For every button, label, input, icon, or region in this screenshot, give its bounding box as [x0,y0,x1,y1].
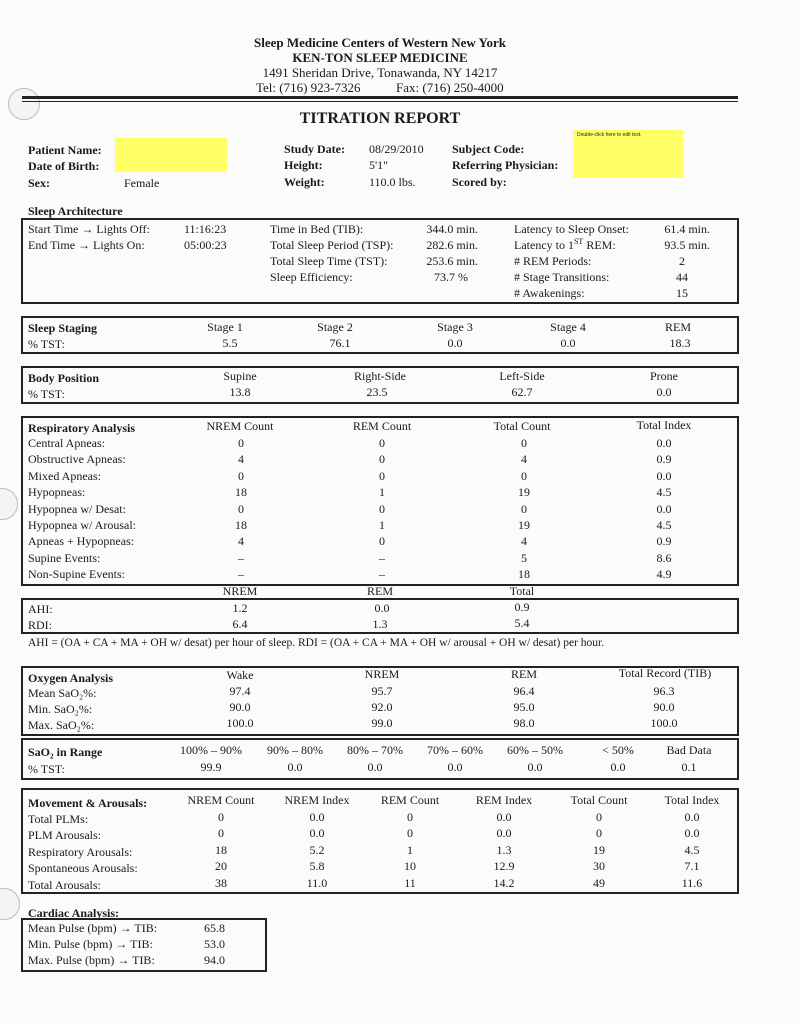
latency-onset-label: Latency to Sleep Onset: [514,222,629,236]
latency-rem-label: Latency to 1ST REM: [514,237,616,252]
movement-row-label: Total PLMs: [28,812,89,826]
sex-value: Female [124,176,160,190]
sao2-range-header: 90% – 80% [267,743,323,757]
clinic-fax: Fax: (716) 250-4000 [396,80,504,95]
movement-cell: 0 [596,810,602,824]
resp-rem-count-header: REM Count [352,419,412,433]
movement-cell: 20 [215,859,227,874]
rem-periods-value: 2 [679,254,685,268]
resp-cell: 18 [235,518,247,532]
oxygen-cell: 92.0 [371,700,393,714]
resp-cell: 18 [235,485,247,500]
cardiac-row-value: 65.8 [204,921,225,935]
weight-label: Weight: [284,175,325,189]
referring-physician-label: Referring Physician: [452,158,559,172]
resp-cell: – [238,550,244,565]
movement-row-label: Spontaneous Arousals: [28,861,138,876]
resp-row-label: Hypopnea w/ Arousal: [28,518,136,532]
resp-cell: 0 [379,501,385,516]
supine-header: Supine [223,369,257,383]
sao2-range-header: 60% – 50% [507,743,563,757]
resp-cell: 0 [379,436,385,450]
resp-cell: – [238,567,244,582]
movement-cell: 0.0 [684,826,700,841]
start-value: 11:16:23 [184,222,227,236]
movement-cell: 0 [218,810,224,824]
resp-cell: 19 [518,485,530,500]
resp-cell: – [379,550,385,565]
oxygen-total-header: Total Record (TIB) [618,666,712,680]
study-date-value: 08/29/2010 [369,142,424,156]
tst-value: 253.6 min. [426,254,478,268]
resp-cell: 0.9 [656,534,672,549]
clinic-tel: Tel: (716) 923-7326 [256,80,361,95]
rdi-nrem: 6.4 [232,617,248,631]
movement-title: Movement & Arousals: [28,796,148,810]
oxygen-cell: 96.4 [513,684,535,698]
resp-cell: 0.0 [656,501,672,516]
transitions-value: 44 [676,270,688,284]
prone-header: Prone [650,369,678,383]
body-position-row-label: % TST: [28,387,65,401]
weight-value: 110.0 lbs. [369,175,416,189]
movement-cell: 11.0 [306,875,328,890]
left-side-header: Left-Side [499,369,545,383]
ahi-total: 0.9 [514,600,530,614]
oxygen-cell: 90.0 [229,700,251,714]
sao2-range-value: 0.0 [447,760,463,774]
transitions-label: # Stage Transitions: [514,270,610,284]
resp-total-index-header: Total Index [636,418,692,432]
stage4-header: Stage 4 [550,320,586,334]
resp-cell: – [379,567,385,582]
cardiac-row-label: Max. Pulse (bpm) → TIB: [28,953,155,967]
movement-cell: 0 [218,826,224,841]
rdi-label: RDI: [28,618,52,632]
sao2-range-header: 100% – 90% [180,743,242,757]
height-label: Height: [284,158,323,172]
movement-cell: 0 [407,826,413,841]
oxygen-cell: 97.4 [229,684,251,698]
oxygen-cell: 100.0 [226,716,254,730]
efficiency-label: Sleep Efficiency: [270,270,353,284]
ahi-rem-header: REM [366,584,393,598]
stage1-header: Stage 1 [207,320,243,334]
oxygen-cell: 99.0 [371,716,393,730]
scored-by-label: Scored by: [452,175,507,189]
movement-header: NREM Count [187,793,255,807]
ahi-total-header: Total [509,584,535,598]
resp-row-label: Mixed Apneas: [28,468,101,483]
right-side-header: Right-Side [353,369,406,383]
height-value: 5'1" [369,158,389,172]
resp-cell: 0 [379,468,385,483]
movement-cell: 30 [593,859,605,874]
sao2-title: SaO₂ in Range [28,745,103,759]
movement-row-label: Total Arousals: [28,877,101,892]
sao2-range-value: 0.0 [287,760,303,774]
resp-cell: 4 [238,534,244,549]
clinic-subname: KEN-TON SLEEP MEDICINE [292,50,468,65]
resp-cell: 1 [379,485,385,500]
movement-cell: 5.8 [309,859,325,874]
resp-row-label: Hypopnea w/ Desat: [28,501,126,516]
sleep-staging-row-label: % TST: [28,337,65,351]
cardiac-row-label: Min. Pulse (bpm) → TIB: [28,937,153,951]
movement-cell: 0.0 [309,826,325,841]
resp-cell: 0.0 [656,436,672,450]
resp-cell: 5 [521,550,527,565]
resp-cell: 0 [521,436,527,450]
movement-cell: 0.0 [496,826,512,841]
sao2-range-value: 0.1 [681,760,697,774]
rdi-total: 5.4 [514,616,530,630]
resp-row-label: Hypopneas: [28,485,86,500]
movement-cell: 0.0 [496,810,512,824]
supine-value: 13.8 [229,385,251,399]
movement-cell: 18 [215,842,227,857]
binder-hole-top [8,88,40,120]
resp-cell: 4 [238,452,244,467]
right-side-value: 23.5 [366,385,388,399]
sao2-row-label: % TST: [28,762,65,776]
sao2-range-header: Bad Data [666,743,712,757]
oxygen-rem-header: REM [510,667,537,681]
end-label: End Time → Lights On: [28,238,145,252]
resp-cell: 19 [518,518,530,532]
oxygen-cell: 96.3 [653,684,675,698]
stage3-header: Stage 3 [437,320,473,334]
stage3-value: 0.0 [447,336,463,350]
movement-cell: 0 [407,810,413,824]
movement-header: Total Count [570,793,628,807]
start-label: Start Time → Lights Off: [28,222,150,236]
oxygen-cell: 98.0 [513,716,535,730]
movement-cell: 11.6 [681,875,703,890]
rem-periods-label: # REM Periods: [514,254,592,268]
sao2-range-value: 0.0 [527,760,543,774]
study-date-label: Study Date: [284,142,346,156]
sao2-range-value: 0.0 [367,760,383,774]
resp-cell: 4 [521,534,527,549]
dob-label: Date of Birth: [28,159,100,173]
sleep-staging-box [21,316,739,354]
movement-cell: 49 [593,875,605,890]
cardiac-row-label: Mean Pulse (bpm) → TIB: [28,921,158,935]
resp-cell: 0 [521,468,527,483]
stage2-header: Stage 2 [317,320,353,334]
oxygen-wake-header: Wake [226,668,254,682]
binder-hole-middle [0,488,18,520]
movement-cell: 0.0 [309,810,325,824]
movement-cell: 38 [215,875,227,890]
resp-cell: 4 [521,452,527,467]
sao2-range-value: 0.0 [610,760,626,774]
movement-cell: 11 [404,875,416,890]
movement-cell: 0 [596,826,602,841]
tib-value: 344.0 min. [426,222,478,236]
resp-cell: 0 [521,501,527,516]
tst-label: Total Sleep Time (TST): [270,254,388,268]
rem-stage-value: 18.3 [669,336,691,350]
edit-hint[interactable]: Double-click here to edit text. [577,132,642,138]
cardiac-title: Cardiac Analysis: [28,906,120,920]
end-value: 05:00:23 [184,238,227,252]
sleep-staging-title: Sleep Staging [28,321,98,335]
movement-cell: 12.9 [493,859,515,874]
sao2-range-header: < 50% [602,743,634,757]
ahi-nrem-header: NREM [222,584,258,598]
resp-row-label: Central Apneas: [28,436,105,450]
ahi-rdi-footnote: AHI = (OA + CA + MA + OH w/ desat) per hour of sleep. RDI = (OA + CA + MA + OH w/ arousal + OH w/ desat) per hour. [28,637,605,649]
oxygen-cell: 100.0 [650,716,678,730]
binder-hole-bottom [0,888,20,920]
movement-header: REM Index [475,793,533,807]
sao2-range-header: 70% – 60% [427,743,483,757]
latency-onset-value: 61.4 min. [664,222,710,236]
ahi-rem: 0.0 [374,601,390,615]
ahi-label: AHI: [28,602,53,616]
sleep-arch-title: Sleep Architecture [28,204,123,218]
oxygen-row-label: Min. SaO₂%: [28,702,93,716]
resp-row-label: Obstructive Apneas: [28,452,126,467]
movement-cell: 14.2 [493,875,515,890]
oxygen-nrem-header: NREM [364,667,400,681]
oxygen-row-label: Max. SaO₂%: [28,718,95,732]
resp-cell: 1 [379,518,385,532]
clinic-name: Sleep Medicine Centers of Western New York [253,35,506,50]
movement-cell: 5.2 [309,842,325,857]
resp-cell: 8.6 [656,550,672,565]
oxygen-row-label: Mean SaO₂%: [28,686,97,700]
resp-nrem-count-header: NREM Count [206,419,274,433]
rdi-rem: 1.3 [372,617,388,631]
movement-cell: 19 [593,842,605,857]
resp-cell: 4.5 [656,518,672,532]
resp-row-label: Non-Supine Events: [28,567,125,582]
prone-value: 0.0 [656,385,672,399]
movement-header: Total Index [664,793,720,807]
tsp-label: Total Sleep Period (TSP): [270,238,394,252]
left-side-value: 62.7 [511,385,533,399]
subject-code-label: Subject Code: [452,142,525,156]
resp-cell: 0 [379,534,385,549]
stage2-value: 76.1 [329,336,351,350]
movement-cell: 10 [404,859,416,874]
cardiac-row-value: 53.0 [204,937,225,951]
report-title: TITRATION REPORT [299,110,461,127]
stage1-value: 5.5 [222,336,238,350]
patient-name-label: Patient Name: [28,143,102,157]
resp-cell: 0.9 [656,452,672,467]
movement-cell: 0.0 [684,810,700,824]
resp-row-label: Supine Events: [28,550,101,565]
cardiac-row-value: 94.0 [204,953,225,967]
tsp-value: 282.6 min. [426,238,478,252]
movement-cell: 7.1 [684,859,700,874]
oxygen-cell: 90.0 [653,700,675,714]
ahi-nrem: 1.2 [232,601,248,615]
efficiency-value: 73.7 % [434,270,468,284]
sao2-range-value: 99.9 [200,760,222,774]
movement-header: NREM Index [284,793,350,807]
resp-cell: 4.9 [656,567,672,582]
resp-cell: 4.5 [656,485,672,500]
tib-label: Time in Bed (TIB): [270,222,364,236]
movement-header: REM Count [380,793,440,807]
resp-cell: 18 [518,567,530,582]
body-position-title: Body Position [28,371,100,385]
sao2-range-header: 80% – 70% [347,743,403,757]
awakenings-label: # Awakenings: [514,286,585,300]
respiratory-title: Respiratory Analysis [28,421,136,435]
resp-total-count-header: Total Count [493,419,551,433]
movement-row-label: Respiratory Arousals: [28,844,133,859]
clinic-address: 1491 Sheridan Drive, Tonawanda, NY 14217 [262,65,498,80]
awakenings-value: 15 [676,286,688,300]
movement-cell: 1.3 [496,842,512,857]
resp-cell: 0 [238,468,244,483]
movement-cell: 4.5 [684,842,700,857]
header-rule [22,96,738,99]
header-rule-thin [22,101,738,102]
movement-cell: 1 [407,842,413,857]
rem-stage-header: REM [664,320,691,334]
movement-row-label: PLM Arousals: [28,828,102,843]
oxygen-cell: 95.7 [371,684,393,698]
sex-label: Sex: [28,176,50,190]
resp-cell: 0 [238,436,244,450]
resp-row-label: Apneas + Hypopneas: [28,534,135,549]
oxygen-cell: 95.0 [513,700,535,714]
stage4-value: 0.0 [560,336,576,350]
patient-redaction [115,138,227,172]
oxygen-title: Oxygen Analysis [28,671,114,685]
resp-cell: 0 [379,452,385,467]
resp-cell: 0.0 [656,468,672,483]
resp-cell: 0 [238,501,244,516]
latency-rem-value: 93.5 min. [664,238,710,252]
